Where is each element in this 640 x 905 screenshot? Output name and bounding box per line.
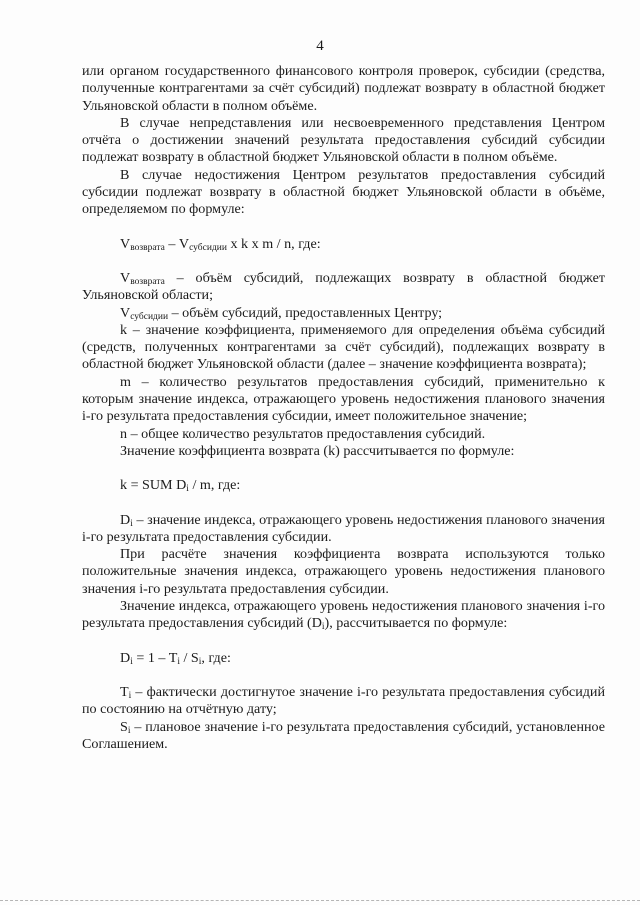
- document-body: [82, 63, 605, 753]
- paragraph: В случае недостижения Центром результатов предоставления субсидий субсидии подлежат возврату в областной бюджет Ульяновской области в объёме, определяемом по формуле:: [82, 166, 605, 218]
- definition-m: m – количество результатов предоставления субсидий, применительно к которым значение индекса, отражающего уровень недостижения планового значения i-го результата предоставления субсидии, имеет положительное значение;: [82, 373, 605, 425]
- paragraph: Значение индекса, отражающего уровень недостижения планового значения i-го результата предоставления субсидий $(D_i)$, рассчитывается по формуле:: [82, 598, 605, 633]
- definition-v-vozvrata: $V_{возврата}$ – объём субсидий, подлежащих возврату в областной бюджет Ульяновской области;: [82, 269, 605, 304]
- definition-v-subsidii: $V_{субсидии}$ – объём субсидий, предоставленных Центру;: [120, 304, 443, 322]
- page-number: 4: [316, 38, 324, 54]
- formula-return-volume: $V_{возврата} - V_{субсидии}$ x k x m / n, где:: [120, 235, 321, 253]
- scan-artifact-line: [0, 900, 640, 902]
- definition-d: $D_i$ – значение индекса, отражающего уровень недостижения планового значения i-го результата предоставления субсидии.: [82, 511, 605, 545]
- paragraph: При расчёте значения коэффициента возврата используются только положительные значения индекса, отражающего уровень недостижения планового значения i-го результата предоставления субсидии.: [82, 546, 605, 597]
- formula-index: $D_i = 1 - T_i / S_i$, где:: [120, 649, 231, 667]
- paragraph: Значение коэффициента возврата (k) рассчитывается по формуле:: [120, 442, 515, 459]
- formula-coefficient: k = SUM $D_i$ / m, где:: [120, 477, 241, 495]
- definition-k: k – значение коэффициента, применяемого для определения объёма субсидий (средств, полученных контрагентами за счёт субсидий), подлежащих возврату в областной бюджет Ульяновской области (далее – значение коэффициента возврата);: [82, 321, 605, 373]
- paragraph: В случае непредставления или несвоевременного представления Центром отчёта о достижении значений результата предоставления субсидий субсидии подлежат возврату в областной бюджет Ульяновской области в полном объёме.: [82, 114, 605, 166]
- definition-s: $S_i$ – плановое значение i-го результата предоставления субсидий, установленное Соглашением.: [82, 718, 605, 752]
- paragraph: или органом государственного финансового контроля проверок, субсидии (средства, полученные контрагентами за счёт субсидий) подлежат возврату в областной бюджет Ульяновской области в полном объёме.: [82, 63, 605, 114]
- definition-t: $T_i$ – фактически достигнутое значение i-го результата предоставления субсидий по состоянию на отчётную дату;: [82, 683, 605, 718]
- definition-n: n – общее количество результатов предоставления субсидий.: [120, 425, 486, 442]
